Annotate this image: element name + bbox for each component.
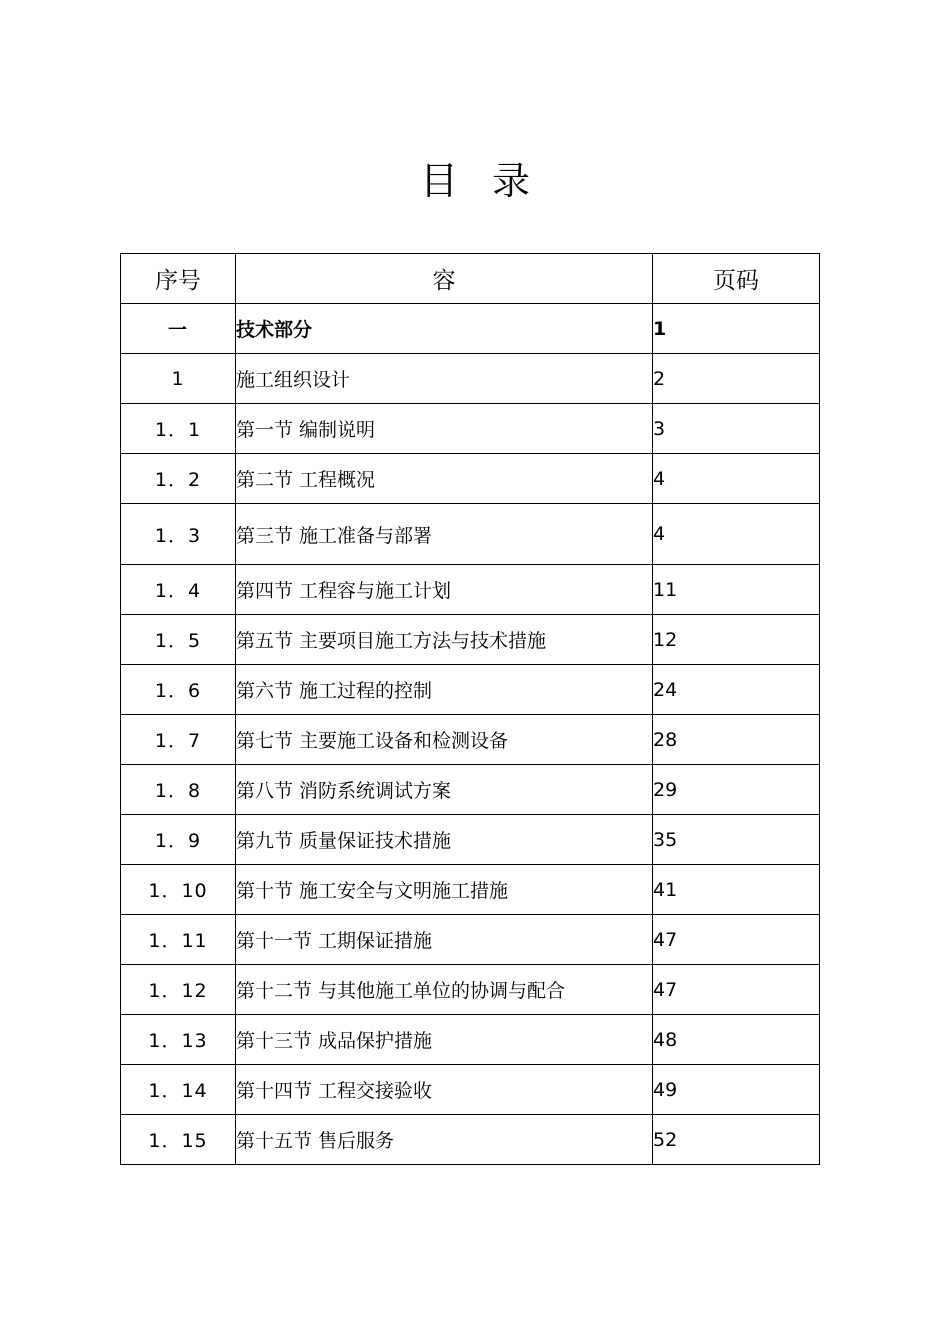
row-content: 第十四节 工程交接验收	[236, 1065, 653, 1115]
row-content: 技术部分	[236, 304, 653, 354]
row-content: 第七节 主要施工设备和检测设备	[236, 715, 653, 765]
row-no: 一	[121, 304, 236, 354]
row-page: 48	[653, 1015, 820, 1065]
row-content: 第九节 质量保证技术措施	[236, 815, 653, 865]
toc-row	[121, 1065, 820, 1115]
row-content: 第六节 施工过程的控制	[236, 665, 653, 715]
toc-row	[121, 504, 820, 565]
toc-row	[121, 304, 820, 354]
page-title	[0, 156, 950, 206]
row-page: 3	[653, 404, 820, 454]
row-page: 4	[653, 454, 820, 504]
toc-row	[121, 865, 820, 915]
toc-row	[121, 1015, 820, 1065]
toc-row	[121, 404, 820, 454]
row-no: 1．5	[121, 615, 236, 665]
row-no: 1．13	[121, 1015, 236, 1065]
toc-row	[121, 715, 820, 765]
row-page: 41	[653, 865, 820, 915]
row-no: 1．9	[121, 815, 236, 865]
toc-row	[121, 965, 820, 1015]
row-page: 28	[653, 715, 820, 765]
row-content: 施工组织设计	[236, 354, 653, 404]
row-content: 第十一节 工期保证措施	[236, 915, 653, 965]
row-no: 1	[121, 354, 236, 404]
toc-row	[121, 354, 820, 404]
row-no: 1．12	[121, 965, 236, 1015]
row-content: 第二节 工程概况	[236, 454, 653, 504]
row-no: 1．3	[121, 504, 236, 565]
row-no: 1．1	[121, 404, 236, 454]
row-content: 第一节 编制说明	[236, 404, 653, 454]
row-page: 49	[653, 1065, 820, 1115]
row-no: 1．2	[121, 454, 236, 504]
toc-header-row	[121, 254, 820, 304]
row-no: 1．11	[121, 915, 236, 965]
toc-row	[121, 915, 820, 965]
toc-row	[121, 454, 820, 504]
row-page: 47	[653, 915, 820, 965]
row-content: 第十三节 成品保护措施	[236, 1015, 653, 1065]
row-page: 1	[653, 304, 820, 354]
toc-row	[121, 665, 820, 715]
header-page: 页码	[653, 254, 820, 304]
row-no: 1．10	[121, 865, 236, 915]
row-no: 1．6	[121, 665, 236, 715]
title-char-1: 目	[419, 159, 458, 203]
row-page: 12	[653, 615, 820, 665]
row-page: 35	[653, 815, 820, 865]
title-char-2: 录	[492, 159, 531, 203]
row-content: 第十二节 与其他施工单位的协调与配合	[236, 965, 653, 1015]
row-page: 24	[653, 665, 820, 715]
row-page: 4	[653, 504, 820, 565]
toc-row	[121, 815, 820, 865]
row-page: 29	[653, 765, 820, 815]
row-content: 第四节 工程容与施工计划	[236, 565, 653, 615]
toc-row	[121, 765, 820, 815]
toc-row	[121, 615, 820, 665]
row-content: 第五节 主要项目施工方法与技术措施	[236, 615, 653, 665]
row-no: 1．8	[121, 765, 236, 815]
row-no: 1．7	[121, 715, 236, 765]
row-page: 47	[653, 965, 820, 1015]
row-no: 1．14	[121, 1065, 236, 1115]
row-content: 第八节 消防系统调试方案	[236, 765, 653, 815]
toc-row	[121, 1115, 820, 1165]
row-content: 第十五节 售后服务	[236, 1115, 653, 1165]
row-no: 1．4	[121, 565, 236, 615]
row-page: 2	[653, 354, 820, 404]
toc-table	[120, 253, 820, 1165]
row-content: 第十节 施工安全与文明施工措施	[236, 865, 653, 915]
row-page: 52	[653, 1115, 820, 1165]
toc-row	[121, 565, 820, 615]
row-content: 第三节 施工准备与部署	[236, 504, 653, 565]
row-page: 11	[653, 565, 820, 615]
header-no: 序号	[121, 254, 236, 304]
header-content: 容	[236, 254, 653, 304]
row-no: 1．15	[121, 1115, 236, 1165]
